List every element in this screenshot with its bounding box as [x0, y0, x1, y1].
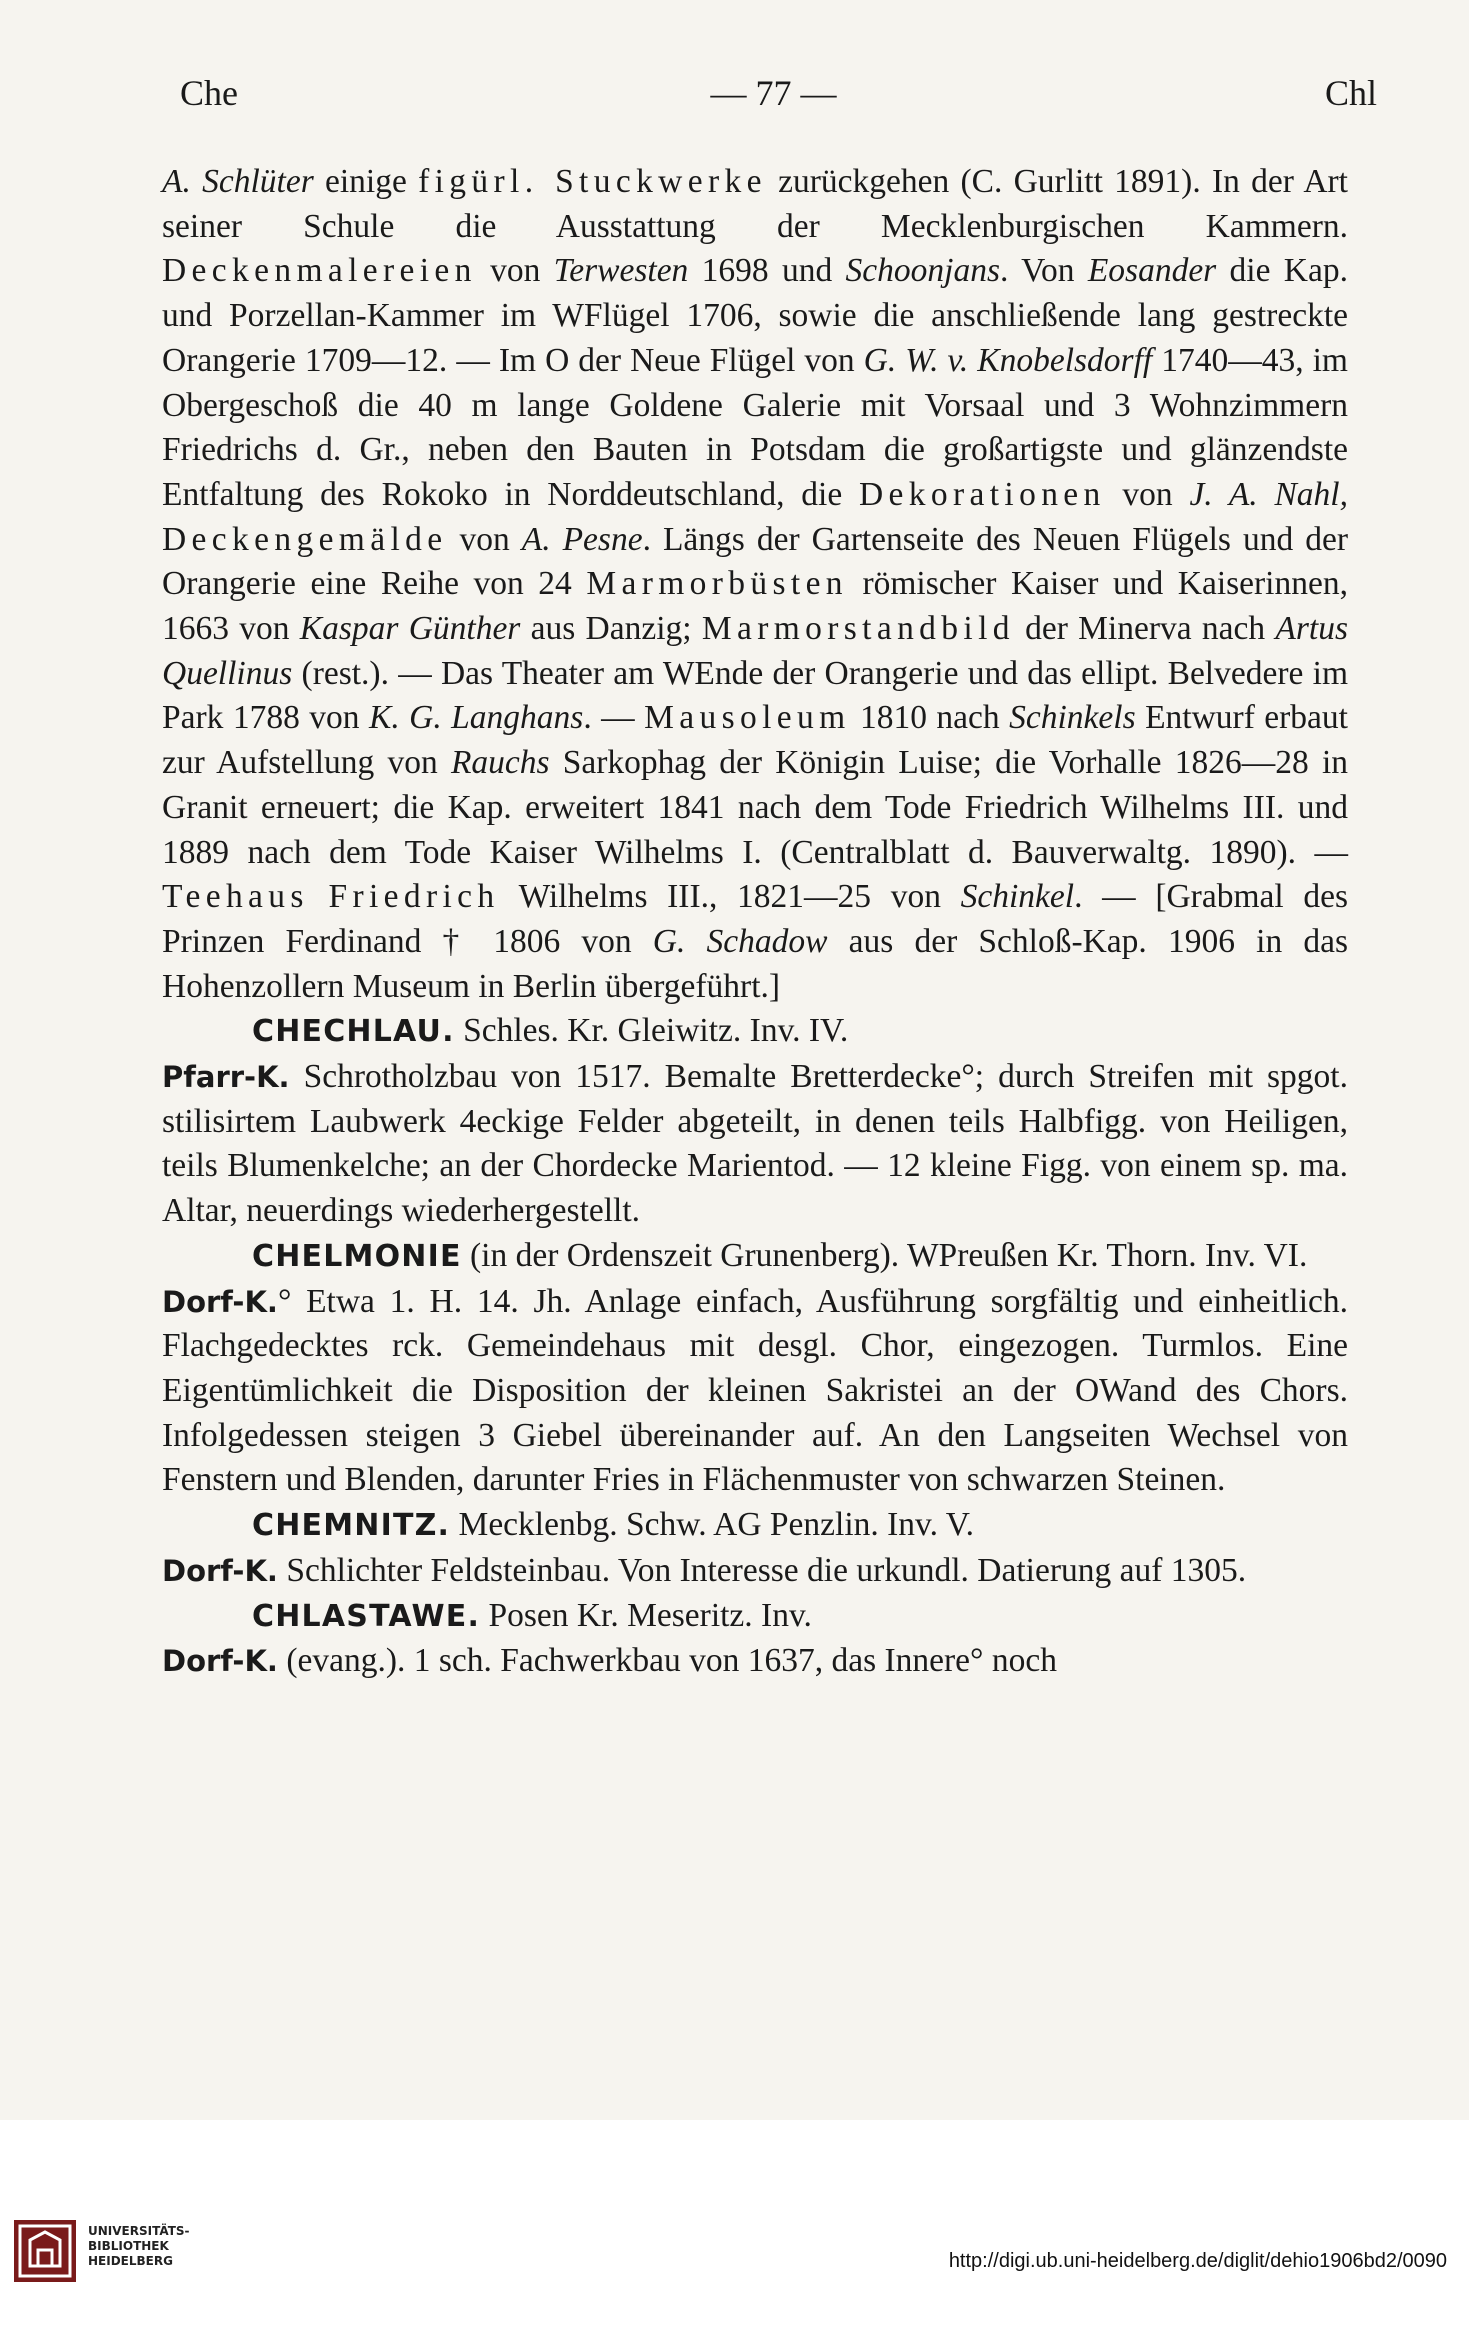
entry-chelmonie — [162, 1234, 1348, 1280]
artist-name: Eosander — [1087, 252, 1217, 290]
entry-text: ° Etwa 1. H. 14. Jh. Anlage einfach, Ausführung sorgfältig und einheitlich. Flachgedecktes rck. Gemeindehaus mit desgl. Chor, eingezogen. Turmlos. Eine Eigentümlichkeit die Disposition der kleinen Sakristei an der OWand des Chors. Infolgedessen steigen 3 Giebel übereinander auf. An den Langseiten Wechsel von Fenstern und Blenden, darunter Fries in Flächenmuster von schwarzen Steinen. — [162, 1282, 1348, 1499]
entry-text: Schlichter Feldsteinbau. Von Interesse die urkundl. Datierung auf 1305. — [277, 1551, 1247, 1589]
spaced-term: Deckenmalereien — [162, 252, 477, 290]
text-run: aus Danzig; — [520, 610, 702, 648]
spaced-term: figürl. Stuckwerke — [418, 163, 767, 200]
building-type: Dorf-K. — [162, 1284, 278, 1319]
header-right: Chl — [1324, 73, 1377, 113]
library-name — [88, 2224, 190, 2269]
library-name-line: UNIVERSITÄTS- — [88, 2224, 190, 2238]
text-run: (rest.). — Das Theater am WEnde der Orangerie und das ellipt. Belvedere im Park 1788 von — [162, 654, 1348, 737]
place-details: Posen Kr. Meseritz. Inv. — [480, 1596, 812, 1634]
text-run: 1810 nach — [850, 699, 1010, 737]
library-name-line: BIBLIOTHEK — [88, 2239, 169, 2253]
place-details: Schles. Kr. Gleiwitz. Inv. IV. — [454, 1012, 849, 1050]
text-run: die Kap. und Porzellan-Kammer im WFlügel 1706, sowie die anschließende lang gestreckte Orangerie 1709—12. — Im O der Neue Flügel von — [162, 252, 1348, 379]
text-run: einige — [313, 163, 419, 200]
text-run: Wilhelms III., 1821—25 von — [499, 878, 961, 916]
place-details: Mecklenbg. Schw. AG Penzlin. Inv. V. — [450, 1506, 975, 1544]
text-run: römischer Kaiser und Kaiserinnen, 1663 von — [162, 565, 1348, 648]
spaced-term: Marmorstandbild — [701, 610, 1015, 648]
place-name: CHLASTAWE. — [252, 1598, 481, 1634]
artist-name: Schinkel — [960, 878, 1075, 916]
spaced-term: Mausoleum — [644, 699, 851, 737]
paragraph-berlin-schloss — [162, 160, 1348, 1009]
text-run: zurückgehen (C. Gurlitt 1891). In der Art seiner Schule die Ausstattung der Mecklenburgischen Kammern. — [162, 163, 1348, 245]
text-run: 1698 und — [688, 252, 846, 290]
page-number: — 77 — — [710, 73, 837, 113]
text-run: . Längs der Gartenseite des Neuen Flügels und der Orangerie eine Reihe von 24 — [162, 520, 1348, 603]
artist-name: Rauchs — [450, 744, 550, 782]
artist-name: A. Pesne — [521, 520, 643, 558]
entry-chemnitz — [162, 1503, 1348, 1549]
text-run: Sarkophag der Königin Luise; die Vorhalle 1826—28 in Granit erneuert; die Kap. erweitert 1841 nach dem Tode Friedrich Wilhelms III. und 1889 nach dem Tode Kaiser Wilhelms I. (Centralblatt d. Bauverwaltg. 1890). — — [162, 744, 1348, 871]
text-run: der Minerva nach — [1014, 610, 1276, 648]
text-run: . Von — [1000, 252, 1088, 290]
entry-chemnitz-body — [162, 1549, 1348, 1594]
place-details: (in der Ordenszeit Grunenberg). WPreußen Kr. Thorn. Inv. VI. — [461, 1236, 1308, 1274]
source-url-link[interactable]: http://digi.ub.uni-heidelberg.de/diglit/dehio1906bd2/0090 — [948, 2250, 1447, 2272]
spaced-term: Deckengemälde — [162, 520, 448, 558]
spaced-term: Friedrich — [328, 878, 500, 916]
entry-chechlau-body — [162, 1055, 1348, 1234]
running-header — [170, 72, 1377, 122]
library-footer — [0, 2120, 1469, 2336]
text-run: Entwurf erbaut zur Aufstellung von — [162, 699, 1348, 782]
building-type: Dorf-K. — [162, 1644, 278, 1679]
library-name-line: HEIDELBERG — [88, 2254, 173, 2268]
place-name: CHEMNITZ. — [252, 1508, 451, 1544]
entry-chelmonie-body — [162, 1280, 1348, 1504]
spaced-term: Marmorbüsten — [586, 565, 848, 603]
entry-text: (evang.). 1 sch. Fachwerkbau von 1637, das Innere° noch — [277, 1642, 1057, 1680]
artist-name: Schoonjans — [845, 252, 1001, 290]
text-run — [309, 878, 329, 915]
entry-chlastawe — [162, 1594, 1348, 1640]
artist-name: Kaspar Günther — [299, 610, 521, 648]
text-run: von — [1105, 475, 1190, 513]
building-type: Pfarr-K. — [162, 1060, 290, 1095]
artist-name: Terwesten — [553, 252, 689, 290]
entry-chechlau — [162, 1009, 1348, 1055]
spaced-term: Dekorationen — [859, 475, 1106, 513]
text-run: von — [476, 252, 554, 290]
page-body — [162, 160, 1348, 1684]
text-run: von — [447, 520, 522, 558]
artist-name: G. Schadow — [652, 922, 828, 960]
artist-name: K. G. Langhans — [369, 699, 584, 737]
text-run: . — [Grabmal des Prinzen Ferdinand † 1806 von — [162, 878, 1348, 960]
artist-name: A. Schlüter — [162, 163, 314, 200]
header-left: Che — [180, 73, 238, 113]
artist-name: Artus Quellinus — [162, 610, 1349, 692]
artist-name: G. W. v. Knobelsdorff — [863, 341, 1153, 379]
text-run: . — — [583, 699, 645, 737]
artist-name: Schinkels — [1009, 699, 1136, 737]
entry-chlastawe-body — [162, 1639, 1348, 1684]
text-run: 1740—43, im Obergeschoß die 40 m lange Goldene Galerie mit Vorsaal und 3 Wohnzimmern Friedrichs d. Gr., neben den Bauten in Potsdam die großartigste und glänzendste Entfaltung des Rokoko in Norddeutschland, die — [162, 341, 1348, 513]
building-type: Dorf-K. — [162, 1553, 278, 1588]
university-seal-icon — [14, 2220, 76, 2282]
artist-name: J. A. Nahl, — [1189, 475, 1348, 513]
entry-text: Schrotholzbau von 1517. Bemalte Bretterdecke°; durch Streifen mit spgot. stilisirtem Laubwerk 4eckige Felder abgeteilt, in denen teils Halbfigg. von Heiligen, teils Blumenkelche; an der Chordecke Marientod. — 12 kleine Figg. von einem sp. ma. Altar, neuerdings wiederhergestellt. — [162, 1058, 1348, 1230]
text-run: aus der Schloß-Kap. 1906 in das Hohenzollern Museum in Berlin übergeführt.] — [162, 922, 1349, 1005]
place-name: CHECHLAU. — [252, 1014, 455, 1050]
spaced-term: Teehaus — [162, 878, 309, 916]
place-name: CHELMONIE — [252, 1238, 462, 1274]
